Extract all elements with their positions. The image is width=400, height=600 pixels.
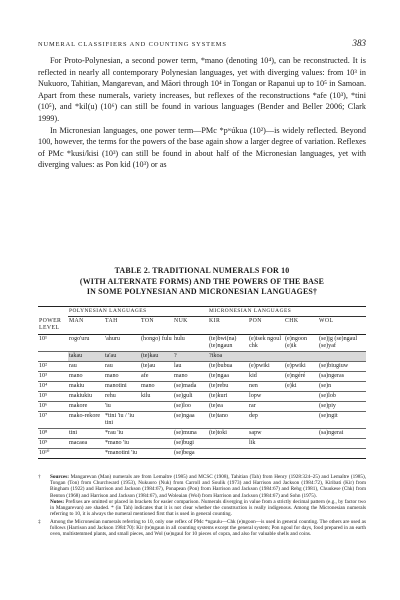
micronesian-group-header: MICRONESIAN LANGUAGES — [208, 307, 366, 317]
table-cell: mano — [173, 371, 208, 381]
table-row — [38, 361, 366, 371]
power-level-cell: 10⁷ — [38, 411, 68, 428]
table-cell: (se)ngaa — [173, 411, 208, 428]
table-cell: (se)ngit — [318, 411, 366, 428]
table-cell — [284, 401, 318, 411]
table-body — [38, 334, 366, 458]
table-cell: (se)lob — [318, 391, 366, 401]
table-row — [38, 438, 366, 448]
table-cell: lopw — [248, 391, 284, 401]
table-cell: (se)biugiuw — [318, 361, 366, 371]
column-header-tah: TAH — [104, 317, 140, 335]
note-micronesian — [38, 519, 366, 538]
table-cell: kid — [248, 371, 284, 381]
table-cell: *rau 'iu — [104, 428, 140, 438]
table-row — [38, 381, 366, 391]
power-level-cell: 10² — [38, 361, 68, 371]
table-cell — [208, 438, 248, 448]
table-cell: (se)guli — [173, 391, 208, 401]
table-cell: makore — [68, 401, 104, 411]
body-text — [38, 55, 366, 171]
table-row — [38, 448, 366, 458]
table-cell: (se)muna — [173, 428, 208, 438]
table-row — [38, 391, 366, 401]
table-cell — [68, 448, 104, 458]
note-label: Notes: — [50, 498, 65, 505]
table-cell — [284, 411, 318, 428]
power-level-cell: 10⁸ — [38, 428, 68, 438]
power-level-cell: 10¹⁰ — [38, 448, 68, 458]
table-cell — [284, 351, 318, 361]
table-cell: *mano 'iu — [104, 438, 140, 448]
table-title-line: (WITH ALTERNATE FORMS) AND THE POWERS OF THE BASE — [79, 276, 325, 286]
table-row — [38, 371, 366, 381]
polynesian-group-header: POLYNESIAN LANGUAGES — [68, 307, 208, 317]
note-sources — [38, 474, 366, 517]
table-cell: dep — [248, 411, 284, 428]
table-cell: ? — [173, 351, 208, 361]
table-cell — [284, 428, 318, 438]
body-paragraph: In Micronesian languages, one power term—PMc *pʷúkua (10²)—is widely reflected. Beyond 100, however, the terms for the powers of the base again show a larger degree of variation. Reflexes of PMc *kusi/kisi (10³) can still be found in about half of the Micronesian languages, yet with diverging values: as Pon kid (10³) or as — [38, 125, 366, 170]
table-row — [38, 401, 366, 411]
table-cell: (e)ngéré — [284, 371, 318, 381]
table-cell: takau — [68, 351, 104, 361]
power-level-cell: 10⁶ — [38, 401, 68, 411]
table-cell: (se)piy — [318, 401, 366, 411]
note-label: Sources: — [50, 474, 69, 480]
table-cell: (se)bugi — [173, 438, 208, 448]
table-cell: 'iu — [104, 401, 140, 411]
table-title-line: TABLE 2. TRADITIONAL NUMERALS FOR 10 — [114, 266, 290, 275]
running-head-title: NUMERAL CLASSIFIERS AND COUNTING SYSTEMS — [38, 41, 227, 48]
power-level-cell: 10⁴ — [38, 381, 68, 391]
table-cell: (e)pwiki — [284, 361, 318, 371]
table-row — [38, 411, 366, 428]
table-notes — [38, 474, 366, 539]
note-mark: ‡ — [38, 519, 41, 526]
table-cell: makiukiu — [68, 391, 104, 401]
table-cell: *manotini 'iu — [104, 448, 140, 458]
power-level-header — [38, 307, 68, 317]
table-cell: (te)tano — [208, 411, 248, 428]
table-cell: hulu — [173, 334, 208, 351]
table-cell: rau — [68, 361, 104, 371]
column-header-chk: CHK — [284, 317, 318, 335]
table-cell: rogo'uru — [68, 334, 104, 351]
table-cell: (te)au — [140, 361, 173, 371]
table-cell — [284, 391, 318, 401]
note-text: Mangarevan (Man) numerals are from Lemaître (1985) and MCSC (1908), Tahitian (Tah) from Henry (1928:324–25) and Lemaître (1985), Tongan (Ton) from Churchward (1953), Nukuoro (Nuk) from Carroll and Soulik (1973) and Harrison and Jackson (1984:72), Kiribati (Kir) from Bingham (1922) and Harrison and Jackson (1984:67), Ponapean (Pon) from Harrison and Jackson (1984:67) and Rehg (1981), Chuukese (Chk) from Benton (1968) and Harrison and Jackson (1984:67), and Woleaian (Wol) from Harrison and Jackson (1984:67) and Sohn (1975). — [50, 474, 367, 499]
table-cell: (se)mada — [173, 381, 208, 391]
table-cell: (e)ki — [284, 381, 318, 391]
table-title-line: IN SOME POLYNESIAN AND MICRONESIAN LANGUAGES† — [86, 287, 318, 297]
table-cell: kilu — [140, 391, 173, 401]
note-text: Prefixes are omitted or placed in brackets for easier comparison. Numerals diverging in value from a strictly decimal pattern (e.g., by factor two in Mangarevan) are shaded. * (in Tah) indicates that it is not clear whether the construction is really indigenous. Among the Micronesian numerals referring to 10, it is always the numeral mentioned first that is used in general counting. — [50, 498, 366, 518]
column-header-wol: WOL — [318, 317, 366, 335]
table-cell: mako-rekore — [68, 411, 104, 428]
table-cell — [284, 438, 318, 448]
body-paragraph: For Proto-Polynesian, a second power term, *mano (denoting 10⁴), can be reconstructed. It is reflected in nearly all contemporary Polynesian languages, yet with diverging values: from 10³ in Nukuoro, Tahitian, Mangarevan, and Māori through 10⁴ in Tongan or Rapanui up to 10⁵ in Samoan. Apart from these numerals, variety increases, but reflexes of the reconstructions *afe (10³), *tini (10⁵), and *kil(u) (10⁶) can still be found in various languages (Bender and Beller 2006; Clark 1999). — [38, 56, 366, 123]
table-cell: rau — [104, 361, 140, 371]
power-level-cell — [38, 351, 68, 361]
table-cell — [318, 351, 366, 361]
column-header-power: POWER LEVEL — [38, 317, 68, 335]
table-cell — [284, 448, 318, 458]
table-cell: (te)bwi(na) (te)ngaun — [208, 334, 248, 351]
running-head — [38, 38, 366, 48]
table-cell: (te)kau — [140, 351, 173, 361]
column-header-ton: TON — [140, 317, 173, 335]
note-text: Among the Micronesian numerals referring to 10, only one reflex of PMc *ngaulu—Chk (e)ngoon—is used in general counting. The others are used as follows (Harrison and Jackson 1984:70): Kir (te)ngaun in all counting systems except the general system; Pon ngoul for days, food prepared in an earth oven, multistemmed plants, and small pieces, and Wol (se)ngaul for 10 pieces of copra, and also for valuable shells and coins. — [50, 519, 366, 538]
table-cell — [140, 401, 173, 411]
table-cell — [140, 411, 173, 428]
table-cell — [248, 448, 284, 458]
table-cell: (se)n — [318, 381, 366, 391]
table-cell — [140, 428, 173, 438]
table-row — [38, 334, 366, 351]
table-cell: (te)kuri — [208, 391, 248, 401]
table-cell: (e)pwiki — [248, 361, 284, 371]
column-header-kir: KIR — [208, 317, 248, 335]
table-cell: (sa)ngeras — [318, 371, 366, 381]
table-cell: ta'au — [104, 351, 140, 361]
table-cell: (se)bega — [173, 448, 208, 458]
table-cell: manotini — [104, 381, 140, 391]
table-cell — [318, 448, 366, 458]
table-cell — [140, 438, 173, 448]
table-cell: afe — [140, 371, 173, 381]
column-header-man: MAN — [68, 317, 104, 335]
table-cell — [140, 448, 173, 458]
column-header-nuk: NUK — [173, 317, 208, 335]
table-cell: lik — [248, 438, 284, 448]
table-cell — [318, 438, 366, 448]
table-cell: sapw — [248, 428, 284, 438]
table-cell: ?ikoa — [208, 351, 248, 361]
table-cell: lau — [173, 361, 208, 371]
table-cell: (te)bubua — [208, 361, 248, 371]
note-mark: † — [38, 474, 41, 480]
numerals-table — [38, 306, 366, 459]
table-cell: macaea — [68, 438, 104, 448]
table-cell: tini — [68, 428, 104, 438]
table-row — [38, 351, 366, 361]
table-cell: (te)ngaa — [208, 371, 248, 381]
table-cell: (e)isek ngoul chk — [248, 334, 284, 351]
table-cell: (se)loo — [173, 401, 208, 411]
power-level-cell: 10⁵ — [38, 391, 68, 401]
table-cell: (se)jg (se)ngaul (se)yaf — [318, 334, 366, 351]
column-header-pon: PON — [248, 317, 284, 335]
table-cell: (te)toki — [208, 428, 248, 438]
table-cell — [248, 351, 284, 361]
table-cell: rehu — [104, 391, 140, 401]
table-cell: (e)ngoon (e)ik — [284, 334, 318, 351]
table-cell: (te)rebu — [208, 381, 248, 391]
table-row — [38, 428, 366, 438]
table-cell: nen — [248, 381, 284, 391]
power-level-cell: 10⁹ — [38, 438, 68, 448]
table-cell: mano — [104, 371, 140, 381]
power-level-cell: 10¹ — [38, 334, 68, 351]
table-cell: rar — [248, 401, 284, 411]
table-cell: makiu — [68, 381, 104, 391]
table-cell: 'ahuru — [104, 334, 140, 351]
table-cell: (hongo) fulu — [140, 334, 173, 351]
table-cell: (sa)ngerai — [318, 428, 366, 438]
table-title — [38, 266, 366, 298]
table-cell: *tini 'iu / 'iu tini — [104, 411, 140, 428]
table-cell: mano — [140, 381, 173, 391]
table-cell: (te)ea — [208, 401, 248, 411]
table-cell: mano — [68, 371, 104, 381]
page-number: 383 — [352, 38, 366, 48]
power-level-cell: 10³ — [38, 371, 68, 381]
table-cell — [208, 448, 248, 458]
